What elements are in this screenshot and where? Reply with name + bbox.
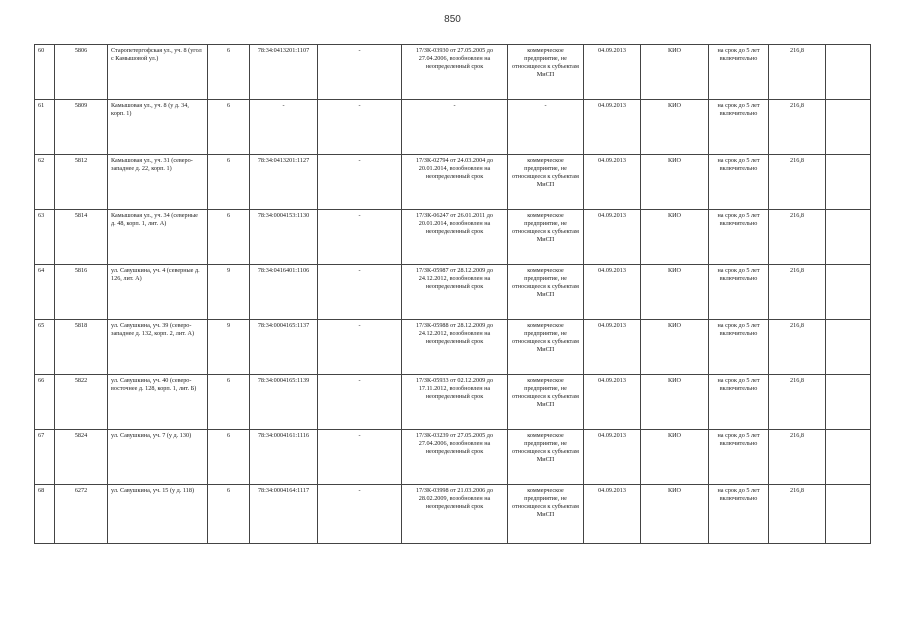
- term-cell: на срок до 5 лет включительно: [709, 45, 769, 100]
- address-cell: ул. Савушкина, уч. 40 (северо-восточнее д. 128, корп. 1, лит. Б): [108, 375, 208, 430]
- area-cell: 216,8: [769, 430, 826, 485]
- organization-cell: КИО: [641, 485, 709, 544]
- date-cell: 04.09.2013: [584, 210, 641, 265]
- status-cell: коммерческое предприятие, не относящееся к субъектам МиСП: [508, 155, 584, 210]
- table-row: [35, 45, 871, 100]
- contract-cell: 17/ЗК-05987 от 28.12.2009 до 24.12.2012, возобновлен на неопределенный срок: [402, 265, 508, 320]
- address-cell: Камышовая ул., уч. 8 (у д. 34, корп. 1): [108, 100, 208, 155]
- term-cell: на срок до 5 лет включительно: [709, 265, 769, 320]
- note-cell: [826, 265, 871, 320]
- cadastral-number-cell: 78:34:0004153:1130: [250, 210, 318, 265]
- cadastral-number-cell: -: [250, 100, 318, 155]
- row-number-cell: 64: [35, 265, 55, 320]
- status-cell: коммерческое предприятие, не относящееся к субъектам МиСП: [508, 210, 584, 265]
- area-cell: 216,8: [769, 265, 826, 320]
- cadastral-number-cell: 78:34:0416401:1106: [250, 265, 318, 320]
- cadastral-number-cell: 78:34:0004164:1117: [250, 485, 318, 544]
- cadastral-number-cell: 78:34:0004161:1116: [250, 430, 318, 485]
- contract-cell: 17/ЗК-02794 от 24.03.2004 до 20.01.2014, возобновлен на неопределенный срок: [402, 155, 508, 210]
- table-row: [35, 430, 871, 485]
- object-id-cell: 5806: [55, 45, 108, 100]
- zone-cell: 9: [208, 265, 250, 320]
- note-cell: [826, 430, 871, 485]
- note-cell: [826, 375, 871, 430]
- date-cell: 04.09.2013: [584, 430, 641, 485]
- extra-cell: -: [318, 320, 402, 375]
- table-row: [35, 485, 871, 544]
- note-cell: [826, 45, 871, 100]
- row-number-cell: 62: [35, 155, 55, 210]
- area-cell: 216,8: [769, 210, 826, 265]
- zone-cell: 6: [208, 155, 250, 210]
- zone-cell: 6: [208, 485, 250, 544]
- zone-cell: 6: [208, 375, 250, 430]
- term-cell: на срок до 5 лет включительно: [709, 155, 769, 210]
- note-cell: [826, 320, 871, 375]
- table-row: [35, 375, 871, 430]
- object-id-cell: 5822: [55, 375, 108, 430]
- term-cell: на срок до 5 лет включительно: [709, 210, 769, 265]
- contract-cell: -: [402, 100, 508, 155]
- date-cell: 04.09.2013: [584, 100, 641, 155]
- address-cell: ул. Савушкина, уч. 7 (у д. 130): [108, 430, 208, 485]
- contract-cell: 17/ЗК-05933 от 02.12.2009 до 17.11.2012, возобновлен на неопределенный срок: [402, 375, 508, 430]
- area-cell: 216,8: [769, 375, 826, 430]
- organization-cell: КИО: [641, 265, 709, 320]
- object-id-cell: 5812: [55, 155, 108, 210]
- extra-cell: -: [318, 375, 402, 430]
- date-cell: 04.09.2013: [584, 265, 641, 320]
- address-cell: ул. Савушкина, уч. 4 (северные д. 126, лит. А): [108, 265, 208, 320]
- extra-cell: -: [318, 210, 402, 265]
- date-cell: 04.09.2013: [584, 155, 641, 210]
- row-number-cell: 65: [35, 320, 55, 375]
- zone-cell: 6: [208, 210, 250, 265]
- contract-cell: 17/ЗК-05988 от 28.12.2009 до 24.12.2012, возобновлен на неопределенный срок: [402, 320, 508, 375]
- object-id-cell: 5814: [55, 210, 108, 265]
- area-cell: 216,8: [769, 100, 826, 155]
- object-id-cell: 5816: [55, 265, 108, 320]
- address-cell: Камышовая ул., уч. 31 (северо-западнее д. 22, корп. 1): [108, 155, 208, 210]
- area-cell: 216,8: [769, 485, 826, 544]
- table-row: [35, 155, 871, 210]
- row-number-cell: 66: [35, 375, 55, 430]
- extra-cell: -: [318, 430, 402, 485]
- organization-cell: КИО: [641, 320, 709, 375]
- contract-cell: 17/ЗК-03930 от 27.05.2005 до 27.04.2006, возобновлен на неопределенный срок: [402, 45, 508, 100]
- term-cell: на срок до 5 лет включительно: [709, 100, 769, 155]
- cadastral-number-cell: 78:34:0004165:1139: [250, 375, 318, 430]
- row-number-cell: 67: [35, 430, 55, 485]
- status-cell: коммерческое предприятие, не относящееся к субъектам МиСП: [508, 265, 584, 320]
- address-cell: Камышовая ул., уч. 34 (северные д. 48, корп. 1, лит. А): [108, 210, 208, 265]
- date-cell: 04.09.2013: [584, 485, 641, 544]
- note-cell: [826, 155, 871, 210]
- date-cell: 04.09.2013: [584, 320, 641, 375]
- zone-cell: 6: [208, 430, 250, 485]
- date-cell: 04.09.2013: [584, 375, 641, 430]
- status-cell: коммерческое предприятие, не относящееся к субъектам МиСП: [508, 485, 584, 544]
- organization-cell: КИО: [641, 430, 709, 485]
- organization-cell: КИО: [641, 375, 709, 430]
- area-cell: 216,8: [769, 45, 826, 100]
- object-id-cell: 5809: [55, 100, 108, 155]
- contract-cell: 17/ЗК-03998 от 21.03.2006 до 28.02.2009, возобновлен на неопределенный срок: [402, 485, 508, 544]
- address-cell: ул. Савушкина, уч. 15 (у д. 118): [108, 485, 208, 544]
- status-cell: коммерческое предприятие, не относящееся к субъектам МиСП: [508, 320, 584, 375]
- extra-cell: -: [318, 45, 402, 100]
- table-row: [35, 320, 871, 375]
- organization-cell: КИО: [641, 100, 709, 155]
- table-row: [35, 100, 871, 155]
- zone-cell: 6: [208, 45, 250, 100]
- zone-cell: 9: [208, 320, 250, 375]
- page-number: 850: [444, 14, 461, 25]
- organization-cell: КИО: [641, 210, 709, 265]
- organization-cell: КИО: [641, 45, 709, 100]
- table-row: [35, 210, 871, 265]
- table-body: [35, 45, 871, 544]
- table-row: [35, 265, 871, 320]
- organization-cell: КИО: [641, 155, 709, 210]
- area-cell: 216,8: [769, 155, 826, 210]
- extra-cell: -: [318, 155, 402, 210]
- extra-cell: -: [318, 100, 402, 155]
- zone-cell: 6: [208, 100, 250, 155]
- object-id-cell: 5824: [55, 430, 108, 485]
- status-cell: коммерческое предприятие, не относящееся к субъектам МиСП: [508, 375, 584, 430]
- note-cell: [826, 100, 871, 155]
- status-cell: коммерческое предприятие, не относящееся к субъектам МиСП: [508, 430, 584, 485]
- object-id-cell: 6272: [55, 485, 108, 544]
- address-cell: Старопетергофская ул., уч. 8 (угол с Камышовой ул.): [108, 45, 208, 100]
- extra-cell: -: [318, 485, 402, 544]
- status-cell: коммерческое предприятие, не относящееся к субъектам МиСП: [508, 45, 584, 100]
- cadastral-number-cell: 78:34:0413201:1127: [250, 155, 318, 210]
- note-cell: [826, 210, 871, 265]
- term-cell: на срок до 5 лет включительно: [709, 320, 769, 375]
- note-cell: [826, 485, 871, 544]
- row-number-cell: 61: [35, 100, 55, 155]
- row-number-cell: 60: [35, 45, 55, 100]
- address-cell: ул. Савушкина, уч. 39 (северо-западнее д. 132, корп. 2, лит. А): [108, 320, 208, 375]
- row-number-cell: 63: [35, 210, 55, 265]
- date-cell: 04.09.2013: [584, 45, 641, 100]
- status-cell: -: [508, 100, 584, 155]
- row-number-cell: 68: [35, 485, 55, 544]
- registry-table: [34, 44, 871, 544]
- object-id-cell: 5818: [55, 320, 108, 375]
- term-cell: на срок до 5 лет включительно: [709, 430, 769, 485]
- contract-cell: 17/ЗК-06247 от 26.01.2011 до 20.01.2014, возобновлен на неопределенный срок: [402, 210, 508, 265]
- term-cell: на срок до 5 лет включительно: [709, 375, 769, 430]
- extra-cell: -: [318, 265, 402, 320]
- area-cell: 216,8: [769, 320, 826, 375]
- cadastral-number-cell: 78:34:0004165:1137: [250, 320, 318, 375]
- contract-cell: 17/ЗК-03239 от 27.05.2005 до 27.04.2006, возобновлен на неопределенный срок: [402, 430, 508, 485]
- cadastral-number-cell: 78:34:0413201:1107: [250, 45, 318, 100]
- term-cell: на срок до 5 лет включительно: [709, 485, 769, 544]
